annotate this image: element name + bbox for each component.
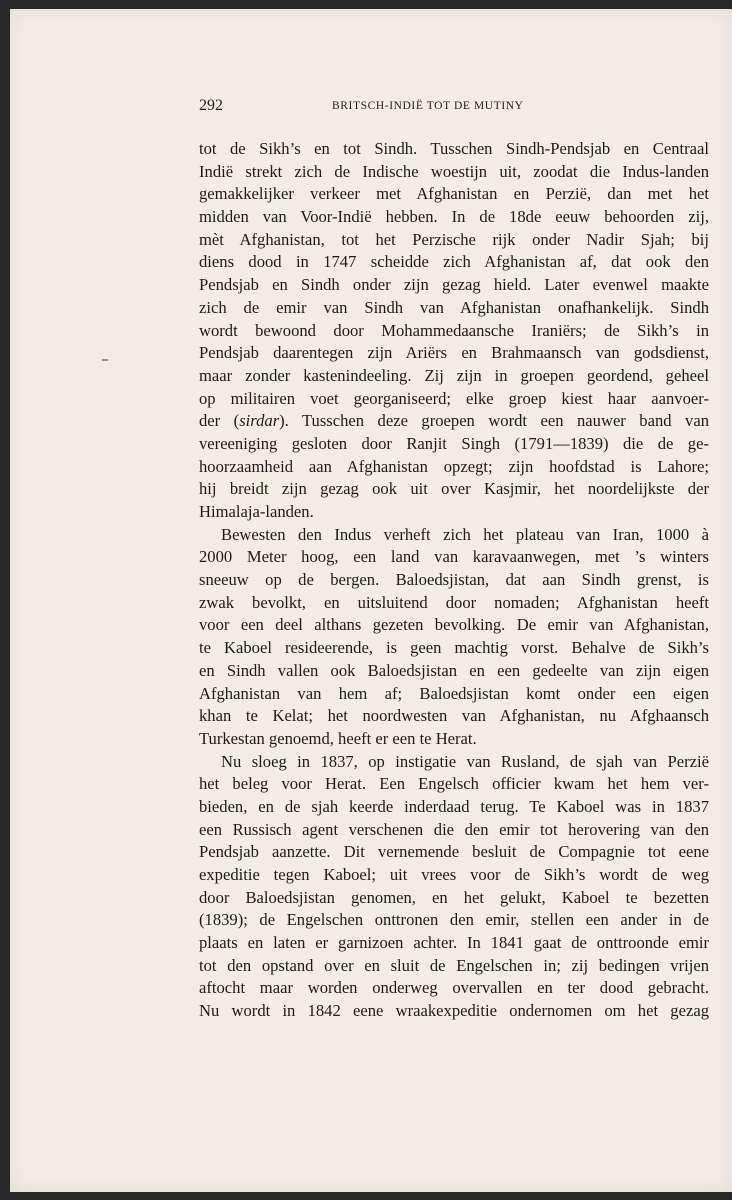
text-line: khan te Kelat; het noordwesten van Afghanistan, nu Afghaansch (199, 706, 709, 726)
text-line: hij breidt zijn gezag ook uit over Kasjmir, het noordelijkste der (199, 479, 709, 499)
text-line: op militairen voet georganiseerd; elke groep kiest haar aanvoer- (199, 388, 709, 408)
text-line: Pendsjab en Sindh onder zijn gezag hield. Later evenwel maakte (199, 275, 709, 295)
text-line: bieden, en de sjah keerde inderdaad terug. Te Kaboel was in 1837 (199, 796, 709, 816)
text-line: expeditie tegen Kaboel; uit vrees voor de Sikh’s wordt de weg (199, 865, 709, 884)
text-line: te Kaboel resideerende, is geen machtig vorst. Behalve de Sikh’s (199, 638, 709, 658)
text-line: door Baloedsjistan genomen, en het gelukt, Kaboel te bezetten (199, 887, 709, 907)
text-line: Turkestan genoemd, heeft er een te Herat. (199, 728, 477, 748)
text-line: sneeuw op de bergen. Baloedsjistan, dat aan Sindh grenst, is (199, 570, 709, 590)
text-line: Bewesten den Indus verheft zich het plateau van Iran, 1000 à (221, 524, 709, 544)
text-line: aftocht maar worden onderweg overvallen en ter dood gebracht. (199, 978, 709, 998)
margin-mark (102, 359, 108, 361)
text-line: Himalaja-landen. (199, 502, 314, 521)
text-line: tot den opstand over en sluit de Engelschen in; zij bedingen vrijen (199, 955, 709, 975)
text-line: mèt Afghanistan, tot het Perzische rijk onder Nadir Sjah; bij (199, 229, 709, 249)
text-line: plaats en laten er garnizoen achter. In 1841 gaat de onttroonde emir (199, 933, 709, 953)
text-line: der (sirdar). Tusschen deze groepen wordt een nauwer band van (199, 411, 709, 431)
text-line: wordt bewoond door Mohammedaansche Iraniërs; de Sikh’s in (199, 320, 709, 340)
text-line: zwak bevolkt, en uitsluitend door nomaden; Afghanistan heeft (199, 592, 709, 612)
text-line: een Russisch agent verschenen die den emir tot herovering van den (199, 819, 709, 839)
text-line: voor een deel althans gezeten bevolking. De emir van Afghanistan, (199, 615, 709, 635)
text-line: midden van Voor-Indië hebben. In de 18de eeuw behoorden zij, (199, 207, 709, 227)
text-line: Indië strekt zich de Indische woestijn uit, zoodat die Indus-landen (199, 161, 709, 181)
page-header (199, 97, 709, 117)
text-line: Pendsjab daarentegen zijn Ariërs en Brahmaansch van godsdienst, (199, 343, 709, 363)
text-line: zich de emir van Sindh van Afghanistan onafhankelijk. Sindh (199, 297, 709, 317)
text-line: maar zonder kastenindeeling. Zij zijn in groepen geordend, geheel (199, 365, 709, 385)
text-line: gemakkelijker verkeer met Afghanistan en Perzië, dan met het (199, 184, 709, 204)
body-text (199, 138, 709, 1023)
text-line: hoorzaamheid aan Afghanistan opzegt; zijn hoofdstad is Lahore; (199, 456, 709, 476)
text-line: tot de Sikh’s en tot Sindh. Tusschen Sindh-Pendsjab en Centraal (199, 139, 709, 158)
text-line: Nu wordt in 1842 eene wraakexpeditie ondernomen om het gezag (199, 1001, 709, 1021)
page-number: 292 (199, 97, 223, 114)
text-line: en Sindh vallen ook Baloedsjistan en een gedeelte van zijn eigen (199, 660, 709, 680)
text-line: het beleg voor Herat. Een Engelsch officier kwam het hem ver- (199, 774, 709, 794)
text-line: Nu sloeg in 1837, op instigatie van Rusland, de sjah van Perzië (221, 751, 709, 771)
text-line: Afghanistan van hem af; Baloedsjistan komt onder een eigen (199, 683, 709, 703)
text-line: Pendsjab aanzette. Dit vernemende besluit de Compagnie tot eene (199, 842, 709, 862)
text-line: (1839); de Engelschen onttronen den emir, stellen een ander in de (199, 910, 709, 930)
text-line: vereeniging gesloten door Ranjit Singh (1791—1839) die de ge- (199, 433, 709, 453)
text-line: 2000 Meter hoog, een land van karavaanwegen, met ’s winters (199, 547, 709, 567)
running-head: BRITSCH-INDIË TOT DE MUTINY (332, 100, 524, 112)
italic-term: sirdar (239, 411, 280, 431)
text-line: diens dood in 1747 scheidde zich Afghanistan af, dat ook den (199, 252, 709, 272)
